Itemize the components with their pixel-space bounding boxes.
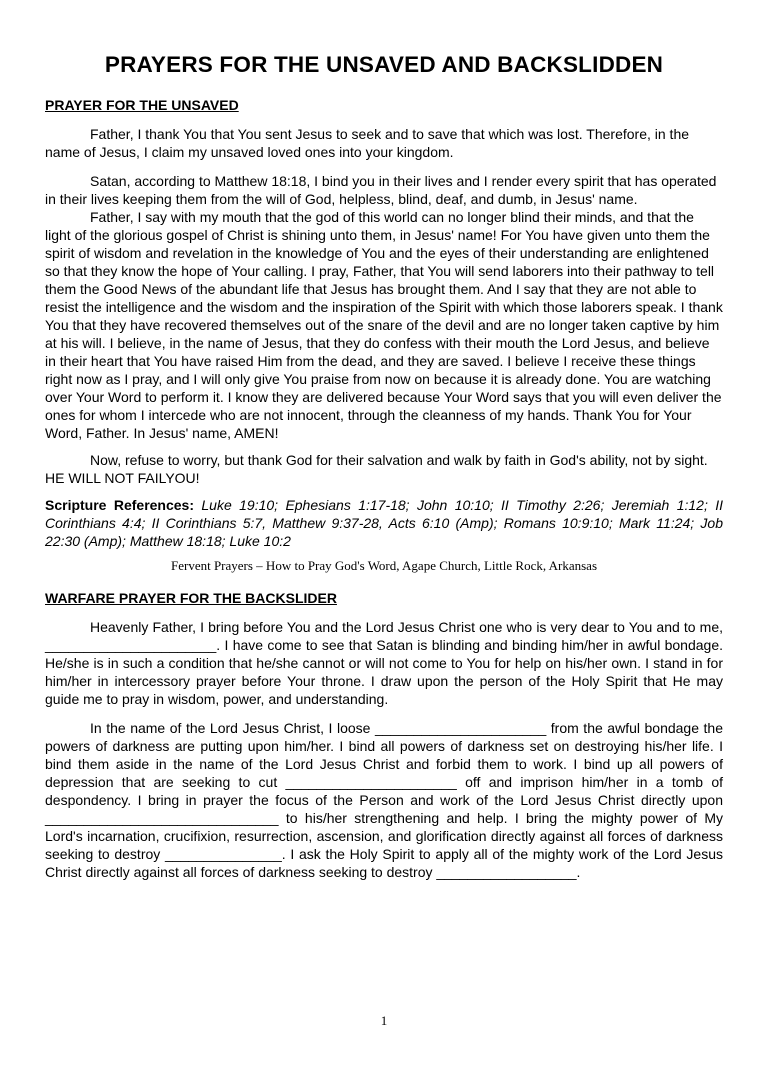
page-number: 1	[380, 1013, 388, 1028]
scripture-references	[45, 496, 723, 550]
source-citation: Fervent Prayers – How to Pray God's Word, Agape Church, Little Rock, Arkansas	[170, 558, 598, 573]
paragraph: Satan, according to Matthew 18:18, I bind you in their lives and I render every spirit that has operated in their lives keeping them from the will of God, helpless, blind, deaf, and dumb, in Jesus' name.	[45, 173, 717, 207]
paragraph: Now, refuse to worry, but thank God for their salvation and walk by faith in God's ability, not by sight. HE WILL NOT FAILYOU!	[45, 452, 708, 486]
paragraph: Heavenly Father, I bring before You and the Lord Jesus Christ one who is very dear to You and to me, ______________________. I have come to see that Satan is blinding and binding him/her in awful bondage. He/she is in such a condition that he/she cannot or will not come to You for help on his/her own. I stand in for him/her in intercessory prayer before Your throne. I draw upon the person of the Holy Spirit that He may guide me to pray in wisdom, power, and understanding.	[45, 619, 723, 707]
paragraph: Father, I say with my mouth that the god of this world can no longer blind their minds, and that the light of the glorious gospel of Christ is shining unto them, in Jesus' name! For You have given unto them the spirit of wisdom and revelation in the knowledge of You and the eyes of their understanding are enlightened so that they know the hope of Your calling. I pray, Father, that You will send laborers into their pathway to tell them the Good News of the abundant life that Jesus has brought them. And I say that they are not able to resist the intelligence and the wisdom and the inspiration of the Spirit with which those laborers speak. I thank You that they have recovered themselves out of the snare of the devil and are no longer taken captive by him at his will. I believe, in the name of Jesus, that they do confess with their mouth the Lord Jesus, and believe in their heart that You have raised Him from the dead, and they are saved. I believe I receive these things right now as I pray, and I will only give You praise from now on because it is already done. You are watching over Your Word to perform it. I know they are delivered because Your Word says that you will even deliver the ones for whom I intercede who are not innocent, through the cleanness of my hands. Thank You for Your Word, Father. In Jesus' name, AMEN!	[45, 209, 723, 441]
paragraph: Father, I thank You that You sent Jesus to seek and to save that which was lost. Therefore, in the name of Jesus, I claim my unsaved loved ones into your kingdom.	[45, 126, 690, 160]
scripture-references-text: Luke 19:10; Ephesians 1:17-18; John 10:10; II Timothy 2:26; Jeremiah 1:12; II Corinthians 4:4; II Corinthians 5:7, Matthew 9:37-28, Acts 6:10 (Amp); Romans 10:9:10; Mark 11:24; Job 22:30 (Amp); Matthew 18:18; Luke 10:2	[45, 497, 723, 549]
paragraph: In the name of the Lord Jesus Christ, I loose ______________________ from the awful bondage the powers of darkness are putting upon him/her. I bind all powers of darkness set on destroying his/her life. I bind them aside in the name of the Lord Jesus Christ and forbid them to work. I bind up all powers of depression that are seeking to cut ______________________ off and imprison him/her in a tomb of despondency. I bring in prayer the focus of the Person and work of the Lord Jesus Christ directly upon ______________________________ to his/her strengthening and help. I bring the mighty power of My Lord's incarnation, crucifixion, resurrection, ascension, and glorification directly against all forces of darkness seeking to destroy _______________. I ask the Holy Spirit to apply all of the mighty work of the Lord Jesus Christ directly against all forces of darkness seeking to destroy __________________.	[45, 720, 723, 880]
section-heading-backslider: WARFARE PRAYER FOR THE BACKSLIDER	[45, 590, 337, 606]
document-title: PRAYERS FOR THE UNSAVED AND BACKSLIDDEN	[104, 52, 664, 77]
scripture-references-label: Scripture References:	[45, 497, 194, 513]
section-heading-unsaved: PRAYER FOR THE UNSAVED	[45, 97, 239, 113]
document-page	[0, 52, 768, 1076]
